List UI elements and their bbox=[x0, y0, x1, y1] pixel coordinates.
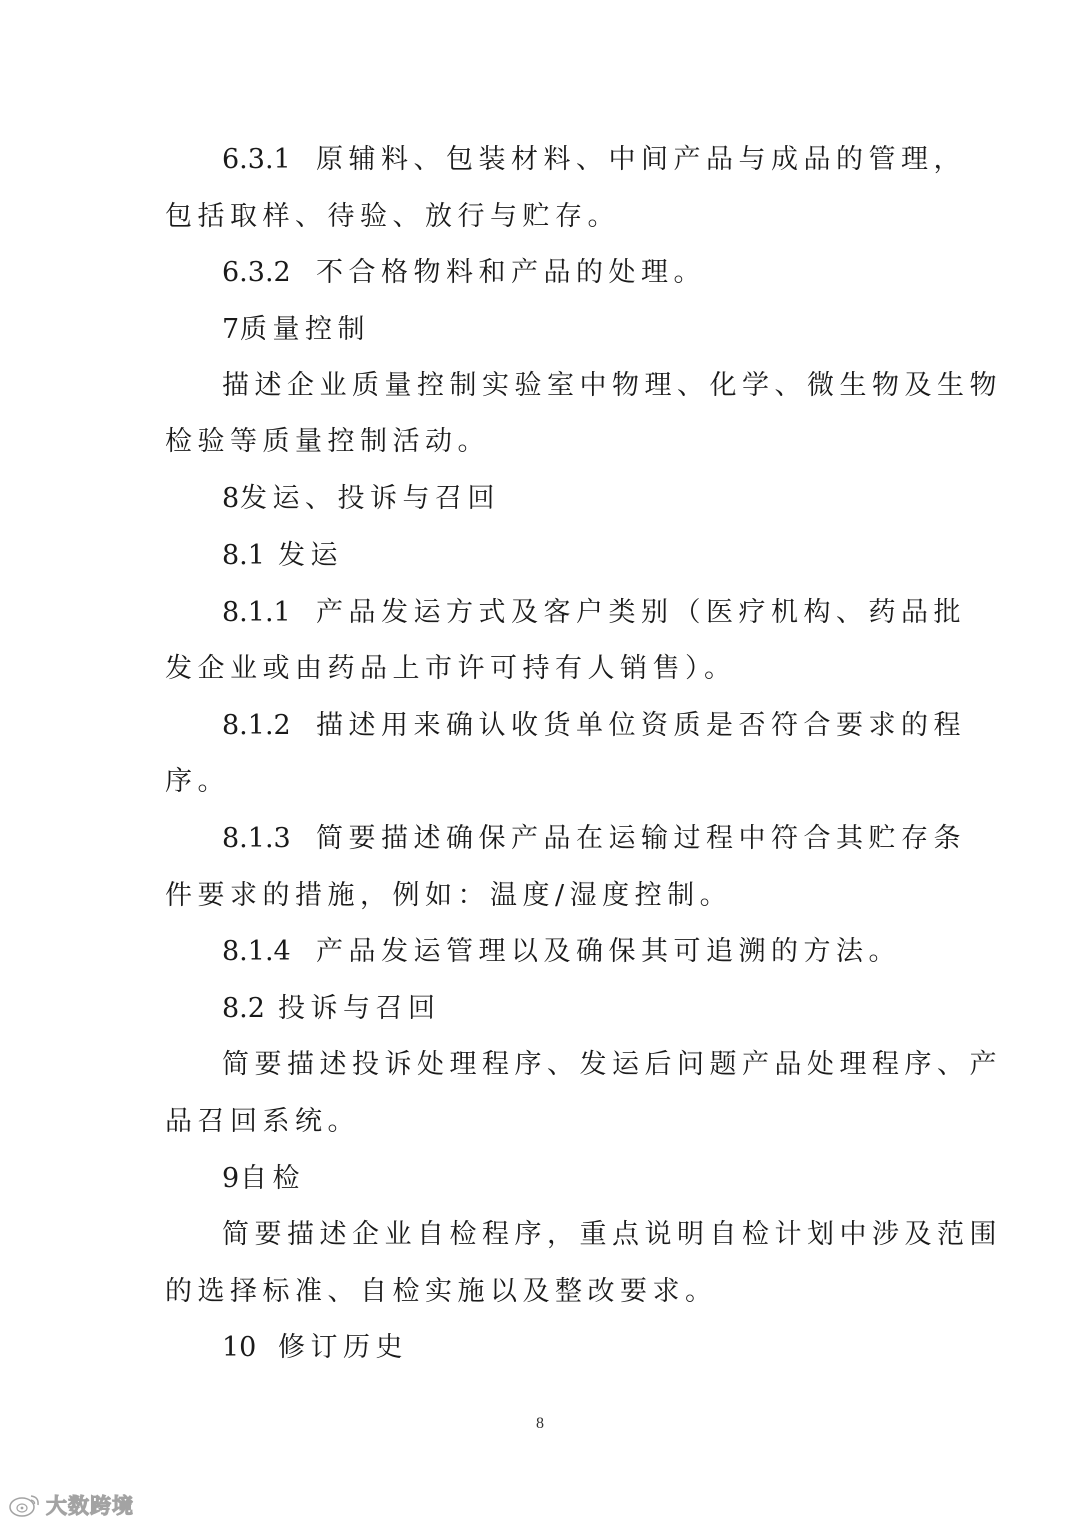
section-number: 8 bbox=[222, 483, 240, 514]
clause-text: 产品发运方式及客户类别（医疗机构、药品批 bbox=[316, 597, 966, 628]
clause-text: 序。 bbox=[165, 766, 230, 797]
paragraph-line bbox=[165, 422, 1080, 462]
section-title: 自检 bbox=[240, 1163, 305, 1194]
line-6-3-1 bbox=[222, 140, 1080, 180]
section-number: 7 bbox=[222, 314, 240, 345]
clause-number: 8.1.2 bbox=[222, 710, 291, 741]
clause-text: 简要描述确保产品在运输过程中符合其贮存条 bbox=[316, 823, 966, 854]
section-title: 修订历史 bbox=[278, 1332, 408, 1363]
line-continuation bbox=[165, 876, 1080, 916]
paragraph-text: 的选择标准、自检实施以及整改要求。 bbox=[165, 1276, 718, 1307]
clause-number: 6.3.2 bbox=[222, 257, 291, 288]
section-heading-9 bbox=[222, 1159, 1080, 1199]
paragraph-text: 描述企业质量控制实验室中物理、化学、微生物及生物 bbox=[222, 370, 1002, 401]
clause-text: 不合格物料和产品的处理。 bbox=[316, 257, 706, 288]
line-continuation bbox=[165, 197, 1080, 237]
watermark-text: 大数跨境 bbox=[46, 1494, 134, 1518]
section-title: 发运、投诉与召回 bbox=[240, 483, 500, 514]
clause-text: 包括取样、待验、放行与贮存。 bbox=[165, 201, 620, 232]
paragraph-line bbox=[165, 1272, 1080, 1312]
section-heading-8 bbox=[222, 479, 1080, 519]
line-8-1-1 bbox=[222, 593, 1080, 633]
section-heading-10 bbox=[222, 1328, 1080, 1368]
paragraph-line bbox=[222, 366, 1080, 406]
paragraph-text: 品召回系统。 bbox=[165, 1106, 360, 1137]
line-continuation bbox=[165, 762, 1080, 802]
watermark bbox=[8, 1490, 134, 1520]
clause-number: 8.1.3 bbox=[222, 823, 291, 854]
section-number: 10 bbox=[222, 1332, 257, 1363]
subsection-heading-8-2 bbox=[222, 989, 1080, 1029]
subsection-number: 8.1 bbox=[222, 540, 265, 571]
clause-text: 发企业或由药品上市许可持有人销售）。 bbox=[165, 653, 737, 684]
subsection-number: 8.2 bbox=[222, 993, 265, 1024]
line-6-3-2 bbox=[222, 253, 1080, 293]
paragraph-line bbox=[165, 1102, 1080, 1142]
section-title: 质量控制 bbox=[240, 314, 370, 345]
line-8-1-4 bbox=[222, 932, 1080, 972]
clause-number: 8.1.1 bbox=[222, 597, 291, 628]
subsection-title: 投诉与召回 bbox=[278, 993, 441, 1024]
line-8-1-3 bbox=[222, 819, 1080, 859]
paragraph-text: 简要描述投诉处理程序、发运后问题产品处理程序、产 bbox=[222, 1049, 1002, 1080]
clause-number: 6.3.1 bbox=[222, 144, 291, 175]
section-number: 9 bbox=[222, 1163, 240, 1194]
clause-number: 8.1.4 bbox=[222, 936, 291, 967]
page-number: 8 bbox=[536, 1415, 544, 1432]
line-8-1-2 bbox=[222, 706, 1080, 746]
line-continuation bbox=[165, 649, 1080, 689]
clause-text: 件要求的措施，例如：温度/湿度控制。 bbox=[165, 880, 733, 911]
clause-text: 描述用来确认收货单位资质是否符合要求的程 bbox=[316, 710, 966, 741]
subsection-title: 发运 bbox=[278, 540, 343, 571]
clause-text: 产品发运管理以及确保其可追溯的方法。 bbox=[316, 936, 901, 967]
paragraph-text: 检验等质量控制活动。 bbox=[165, 426, 490, 457]
paragraph-line bbox=[222, 1045, 1080, 1085]
paragraph-line bbox=[222, 1215, 1080, 1255]
paragraph-text: 简要描述企业自检程序，重点说明自检计划中涉及范围 bbox=[222, 1219, 1002, 1250]
subsection-heading-8-1 bbox=[222, 536, 1080, 576]
weibo-logo-icon bbox=[8, 1492, 42, 1518]
clause-text: 原辅料、包装材料、中间产品与成品的管理， bbox=[316, 144, 966, 175]
section-heading-7 bbox=[222, 310, 1080, 350]
